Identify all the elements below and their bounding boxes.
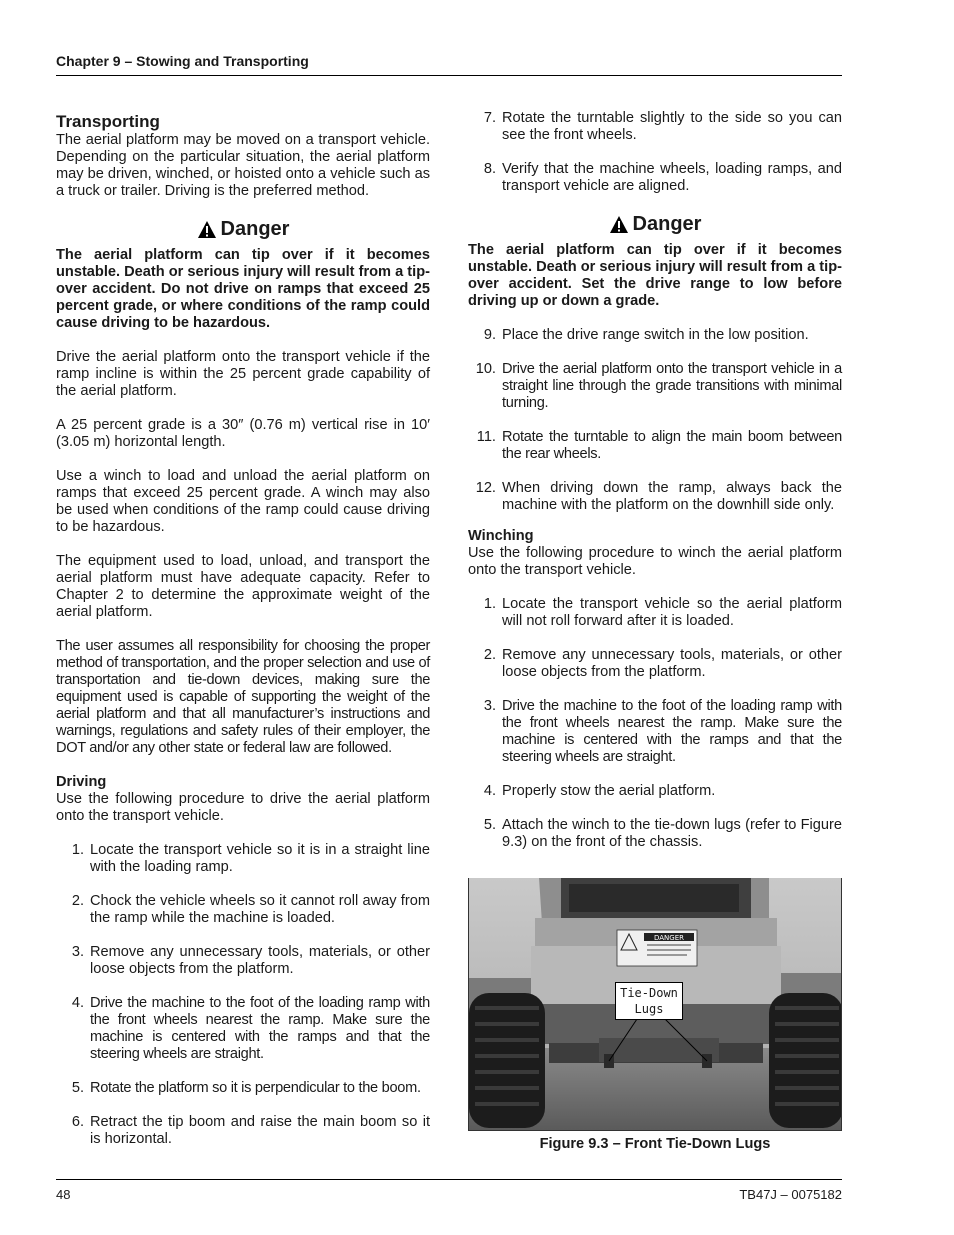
page-number: 48 [56, 1187, 71, 1202]
danger-heading [468, 212, 842, 236]
paragraph: The user assumes all responsibility for choosing the proper method of transportation, and the proper selection and use of transportation and tie-down devices, making sure the equipment used is capable of supporting the weight of the aerial platform and that all manufacturer’s instructions and warnings, regulations and safety rules of their employer, the DOT and/or any other state or federal law are followed. [56, 638, 430, 756]
warning-triangle-icon [197, 220, 217, 239]
figure-caption: Figure 9.3 – Front Tie-Down Lugs [539, 1136, 771, 1152]
paragraph: Use a winch to load and unload the aerial platform on ramps that exceed 25 percent grade. A winch may also be used when conditions of the ramp could cause driving to be hazardous. [56, 468, 430, 535]
list-item: 2. Chock the vehicle wheels so it cannot roll away from the ramp while the machine is loaded. [71, 893, 430, 926]
intro-paragraph: The aerial platform may be moved on a transport vehicle. Depending on the particular situation, the aerial platform may be driven, winched, or hoisted onto a vehicle such as a truck or trailer. Driving is the preferred method. [56, 132, 430, 199]
list-item: 4. Properly stow the aerial platform. [483, 783, 716, 799]
winching-intro: Use the following procedure to winch the aerial platform onto the transport vehicle. [468, 545, 842, 578]
winching-heading: Winching [468, 528, 534, 544]
chapter-header: Chapter 9 – Stowing and Transporting [56, 53, 309, 69]
right-column [468, 110, 842, 868]
danger-title: Danger [632, 213, 702, 235]
list-item: 11. Rotate the turntable to align the main boom between the rear wheels. [476, 429, 842, 462]
header-rule [56, 75, 842, 76]
callout-line: Lugs [634, 1002, 664, 1016]
driving-steps [56, 842, 430, 1148]
left-column [56, 112, 430, 1165]
driving-steps-final [468, 327, 842, 514]
figure-photo [468, 878, 842, 1131]
driving-steps-continued [468, 110, 842, 195]
paragraph: The equipment used to load, unload, and transport the aerial platform must have adequate capacity. Refer to Chapter 2 to determine the approximate weight of the aerial platform. [56, 553, 430, 620]
tie-down-lugs-callout [615, 982, 683, 1020]
danger-text: The aerial platform can tip over if it becomes unstable. Death or serious injury will result from a tip-over accident. Do not drive on ramps that exceed 25 percent grade, or where conditions of the ramp could cause driving to be hazardous. [56, 247, 430, 331]
list-item: 5. Rotate the platform so it is perpendicular to the boom. [71, 1080, 421, 1096]
footer-rule [56, 1179, 842, 1180]
danger-text: The aerial platform can tip over if it becomes unstable. Death or serious injury will result from a tip-over accident. Set the drive range to low before driving up or down a grade. [468, 242, 842, 309]
list-item: 1. Locate the transport vehicle so it is in a straight line with the loading ramp. [71, 842, 430, 875]
decal-label: DANGER [653, 934, 685, 942]
list-item: 6. Retract the tip boom and raise the main boom so it is horizontal. [71, 1114, 430, 1147]
winching-steps [468, 596, 842, 851]
list-item: 10. Drive the aerial platform onto the transport vehicle in a straight line through the grade transitions with minimal turning. [475, 361, 842, 411]
list-item: 1. Locate the transport vehicle so the aerial platform will not roll forward after it is loaded. [483, 596, 842, 629]
list-item: 4. Drive the machine to the foot of the loading ramp with the front wheels nearest the ramp. Make sure the machine is centered with the ramps and that the steering wheels are straight. [71, 995, 430, 1062]
warning-triangle-icon [609, 215, 629, 234]
list-item: 12. When driving down the ramp, always back the machine with the platform on the downhill side only. [475, 480, 842, 513]
list-item: 8. Verify that the machine wheels, loading ramps, and transport vehicle are aligned. [483, 161, 842, 194]
list-item: 7. Rotate the turntable slightly to the side so you can see the front wheels. [483, 110, 842, 143]
list-item: 9. Place the drive range switch in the low position. [483, 327, 809, 343]
list-item: 3. Drive the machine to the foot of the loading ramp with the front wheels nearest the ramp. Make sure the machine is centered with the ramps and that the steering wheels are straight. [483, 698, 842, 765]
driving-heading: Driving [56, 774, 107, 790]
document-number: TB47J – 0075182 [739, 1187, 842, 1202]
danger-title: Danger [220, 218, 290, 240]
danger-heading [56, 217, 430, 241]
list-item: 2. Remove any unnecessary tools, materials, or other loose objects from the platform. [483, 647, 842, 680]
list-item: 3. Remove any unnecessary tools, materials, or other loose objects from the platform. [71, 944, 430, 977]
paragraph: A 25 percent grade is a 30″ (0.76 m) vertical rise in 10′ (3.05 m) horizontal length. [56, 417, 430, 450]
paragraph: Drive the aerial platform onto the transport vehicle if the ramp incline is within the 25 percent grade capability of the aerial platform. [56, 349, 430, 399]
callout-line: Tie-Down [620, 986, 678, 1000]
driving-intro: Use the following procedure to drive the aerial platform onto the transport vehicle. [56, 791, 430, 824]
list-item: 5. Attach the winch to the tie-down lugs (refer to Figure 9.3) on the front of the chassis. [483, 817, 842, 850]
section-title: Transporting [56, 112, 160, 131]
